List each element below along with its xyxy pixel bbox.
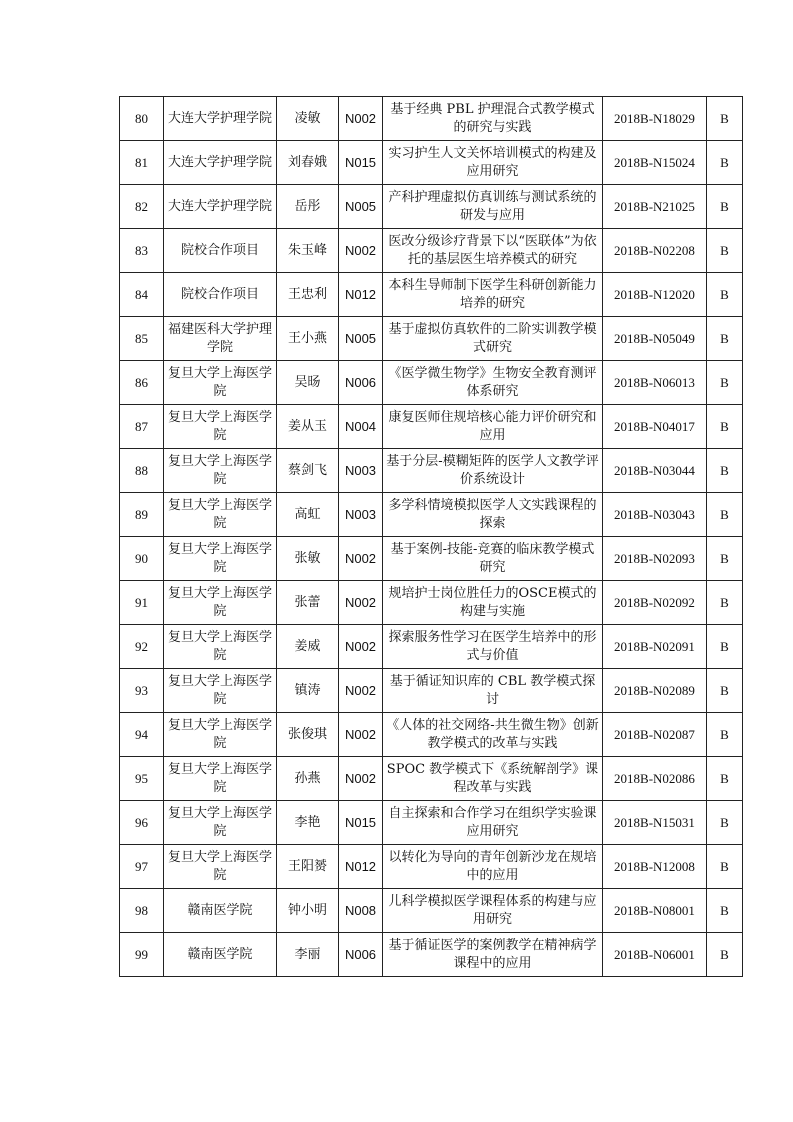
row-number: 82	[120, 185, 164, 229]
table-row	[120, 317, 743, 361]
grade: B	[707, 933, 743, 977]
person-name: 张俊琪	[277, 713, 339, 757]
table-row	[120, 185, 743, 229]
category-code: N002	[339, 581, 383, 625]
grade: B	[707, 273, 743, 317]
grade: B	[707, 185, 743, 229]
category-code: N003	[339, 493, 383, 537]
unit-name: 复旦大学上海医学院	[164, 625, 277, 669]
table-body	[120, 97, 743, 977]
project-id: 2018B-N12008	[603, 845, 707, 889]
project-id: 2018B-N08001	[603, 889, 707, 933]
grade: B	[707, 493, 743, 537]
grade: B	[707, 317, 743, 361]
category-code: N006	[339, 361, 383, 405]
project-id: 2018B-N02208	[603, 229, 707, 273]
unit-name: 复旦大学上海医学院	[164, 801, 277, 845]
category-code: N002	[339, 229, 383, 273]
unit-name: 福建医科大学护理学院	[164, 317, 277, 361]
table-row	[120, 537, 743, 581]
project-title: 基于虚拟仿真软件的二阶实训教学模式研究	[383, 317, 603, 361]
person-name: 高虹	[277, 493, 339, 537]
table-row	[120, 757, 743, 801]
row-number: 87	[120, 405, 164, 449]
grade: B	[707, 537, 743, 581]
project-title: 以转化为导向的青年创新沙龙在规培中的应用	[383, 845, 603, 889]
project-title: 多学科情境模拟医学人文实践课程的探索	[383, 493, 603, 537]
project-id: 2018B-N02089	[603, 669, 707, 713]
project-title: 儿科学模拟医学课程体系的构建与应用研究	[383, 889, 603, 933]
table-row	[120, 713, 743, 757]
category-code: N008	[339, 889, 383, 933]
project-id: 2018B-N03043	[603, 493, 707, 537]
grade: B	[707, 97, 743, 141]
project-title: 基于分层-模糊矩阵的医学人文教学评价系统设计	[383, 449, 603, 493]
unit-name: 赣南医学院	[164, 933, 277, 977]
project-title: 产科护理虚拟仿真训练与测试系统的研发与应用	[383, 185, 603, 229]
person-name: 孙燕	[277, 757, 339, 801]
table-row	[120, 361, 743, 405]
category-code: N002	[339, 625, 383, 669]
table-row	[120, 493, 743, 537]
project-title: 本科生导师制下医学生科研创新能力培养的研究	[383, 273, 603, 317]
unit-name: 复旦大学上海医学院	[164, 537, 277, 581]
category-code: N002	[339, 669, 383, 713]
category-code: N006	[339, 933, 383, 977]
table-row	[120, 581, 743, 625]
grade: B	[707, 361, 743, 405]
grade: B	[707, 889, 743, 933]
row-number: 80	[120, 97, 164, 141]
project-id: 2018B-N02087	[603, 713, 707, 757]
category-code: N002	[339, 97, 383, 141]
row-number: 93	[120, 669, 164, 713]
table-row	[120, 273, 743, 317]
row-number: 90	[120, 537, 164, 581]
category-code: N015	[339, 801, 383, 845]
project-title: 康复医师住规培核心能力评价研究和应用	[383, 405, 603, 449]
project-title: 基于循证知识库的 CBL 教学模式探讨	[383, 669, 603, 713]
category-code: N002	[339, 757, 383, 801]
project-title: 《人体的社交网络-共生微生物》创新教学模式的改革与实践	[383, 713, 603, 757]
grade: B	[707, 141, 743, 185]
project-title: 规培护士岗位胜任力的OSCE模式的构建与实施	[383, 581, 603, 625]
row-number: 94	[120, 713, 164, 757]
grade: B	[707, 713, 743, 757]
table-row	[120, 933, 743, 977]
unit-name: 大连大学护理学院	[164, 97, 277, 141]
project-id: 2018B-N21025	[603, 185, 707, 229]
project-table	[119, 96, 743, 977]
table-row	[120, 97, 743, 141]
unit-name: 复旦大学上海医学院	[164, 361, 277, 405]
grade: B	[707, 449, 743, 493]
person-name: 蔡剑飞	[277, 449, 339, 493]
person-name: 张蕾	[277, 581, 339, 625]
project-id: 2018B-N02086	[603, 757, 707, 801]
person-name: 刘春娥	[277, 141, 339, 185]
row-number: 88	[120, 449, 164, 493]
person-name: 镇涛	[277, 669, 339, 713]
project-title: 基于案例-技能-竞赛的临床教学模式研究	[383, 537, 603, 581]
unit-name: 复旦大学上海医学院	[164, 713, 277, 757]
person-name: 李丽	[277, 933, 339, 977]
project-id: 2018B-N05049	[603, 317, 707, 361]
unit-name: 赣南医学院	[164, 889, 277, 933]
category-code: N015	[339, 141, 383, 185]
person-name: 凌敏	[277, 97, 339, 141]
person-name: 王小燕	[277, 317, 339, 361]
project-id: 2018B-N06001	[603, 933, 707, 977]
unit-name: 大连大学护理学院	[164, 185, 277, 229]
project-title: SPOC 教学模式下《系统解剖学》课程改革与实践	[383, 757, 603, 801]
table-row	[120, 229, 743, 273]
unit-name: 复旦大学上海医学院	[164, 493, 277, 537]
project-id: 2018B-N04017	[603, 405, 707, 449]
row-number: 92	[120, 625, 164, 669]
person-name: 李艳	[277, 801, 339, 845]
person-name: 姜威	[277, 625, 339, 669]
grade: B	[707, 229, 743, 273]
unit-name: 复旦大学上海医学院	[164, 669, 277, 713]
project-id: 2018B-N15024	[603, 141, 707, 185]
person-name: 王忠利	[277, 273, 339, 317]
row-number: 97	[120, 845, 164, 889]
row-number: 83	[120, 229, 164, 273]
unit-name: 复旦大学上海医学院	[164, 405, 277, 449]
person-name: 岳彤	[277, 185, 339, 229]
unit-name: 复旦大学上海医学院	[164, 757, 277, 801]
table-row	[120, 845, 743, 889]
row-number: 99	[120, 933, 164, 977]
row-number: 98	[120, 889, 164, 933]
project-title: 自主探索和合作学习在组织学实验课应用研究	[383, 801, 603, 845]
row-number: 84	[120, 273, 164, 317]
project-id: 2018B-N02092	[603, 581, 707, 625]
project-title: 《医学微生物学》生物安全教育测评体系研究	[383, 361, 603, 405]
project-id: 2018B-N02091	[603, 625, 707, 669]
table-row	[120, 889, 743, 933]
project-id: 2018B-N02093	[603, 537, 707, 581]
person-name: 朱玉峰	[277, 229, 339, 273]
unit-name: 院校合作项目	[164, 229, 277, 273]
row-number: 91	[120, 581, 164, 625]
category-code: N002	[339, 713, 383, 757]
project-id: 2018B-N06013	[603, 361, 707, 405]
category-code: N005	[339, 185, 383, 229]
person-name: 钟小明	[277, 889, 339, 933]
unit-name: 复旦大学上海医学院	[164, 845, 277, 889]
row-number: 86	[120, 361, 164, 405]
project-title: 实习护生人文关怀培训模式的构建及应用研究	[383, 141, 603, 185]
row-number: 96	[120, 801, 164, 845]
grade: B	[707, 801, 743, 845]
person-name: 姜从玉	[277, 405, 339, 449]
table-row	[120, 801, 743, 845]
category-code: N012	[339, 845, 383, 889]
project-id: 2018B-N18029	[603, 97, 707, 141]
category-code: N002	[339, 537, 383, 581]
table-row	[120, 625, 743, 669]
grade: B	[707, 669, 743, 713]
project-title: 探索服务性学习在医学生培养中的形式与价值	[383, 625, 603, 669]
table-row	[120, 405, 743, 449]
row-number: 95	[120, 757, 164, 801]
category-code: N005	[339, 317, 383, 361]
project-id: 2018B-N12020	[603, 273, 707, 317]
row-number: 85	[120, 317, 164, 361]
grade: B	[707, 845, 743, 889]
grade: B	[707, 405, 743, 449]
unit-name: 复旦大学上海医学院	[164, 581, 277, 625]
table-row	[120, 449, 743, 493]
project-title: 基于经典 PBL 护理混合式教学模式的研究与实践	[383, 97, 603, 141]
category-code: N004	[339, 405, 383, 449]
project-title: 基于循证医学的案例教学在精神病学课程中的应用	[383, 933, 603, 977]
project-id: 2018B-N15031	[603, 801, 707, 845]
unit-name: 院校合作项目	[164, 273, 277, 317]
table-row	[120, 141, 743, 185]
grade: B	[707, 757, 743, 801]
person-name: 吴旸	[277, 361, 339, 405]
person-name: 张敏	[277, 537, 339, 581]
person-name: 王阳赟	[277, 845, 339, 889]
row-number: 81	[120, 141, 164, 185]
row-number: 89	[120, 493, 164, 537]
unit-name: 复旦大学上海医学院	[164, 449, 277, 493]
category-code: N012	[339, 273, 383, 317]
category-code: N003	[339, 449, 383, 493]
grade: B	[707, 581, 743, 625]
table-row	[120, 669, 743, 713]
grade: B	[707, 625, 743, 669]
project-id: 2018B-N03044	[603, 449, 707, 493]
unit-name: 大连大学护理学院	[164, 141, 277, 185]
project-title: 医改分级诊疗背景下以“医联体”为依托的基层医生培养模式的研究	[383, 229, 603, 273]
